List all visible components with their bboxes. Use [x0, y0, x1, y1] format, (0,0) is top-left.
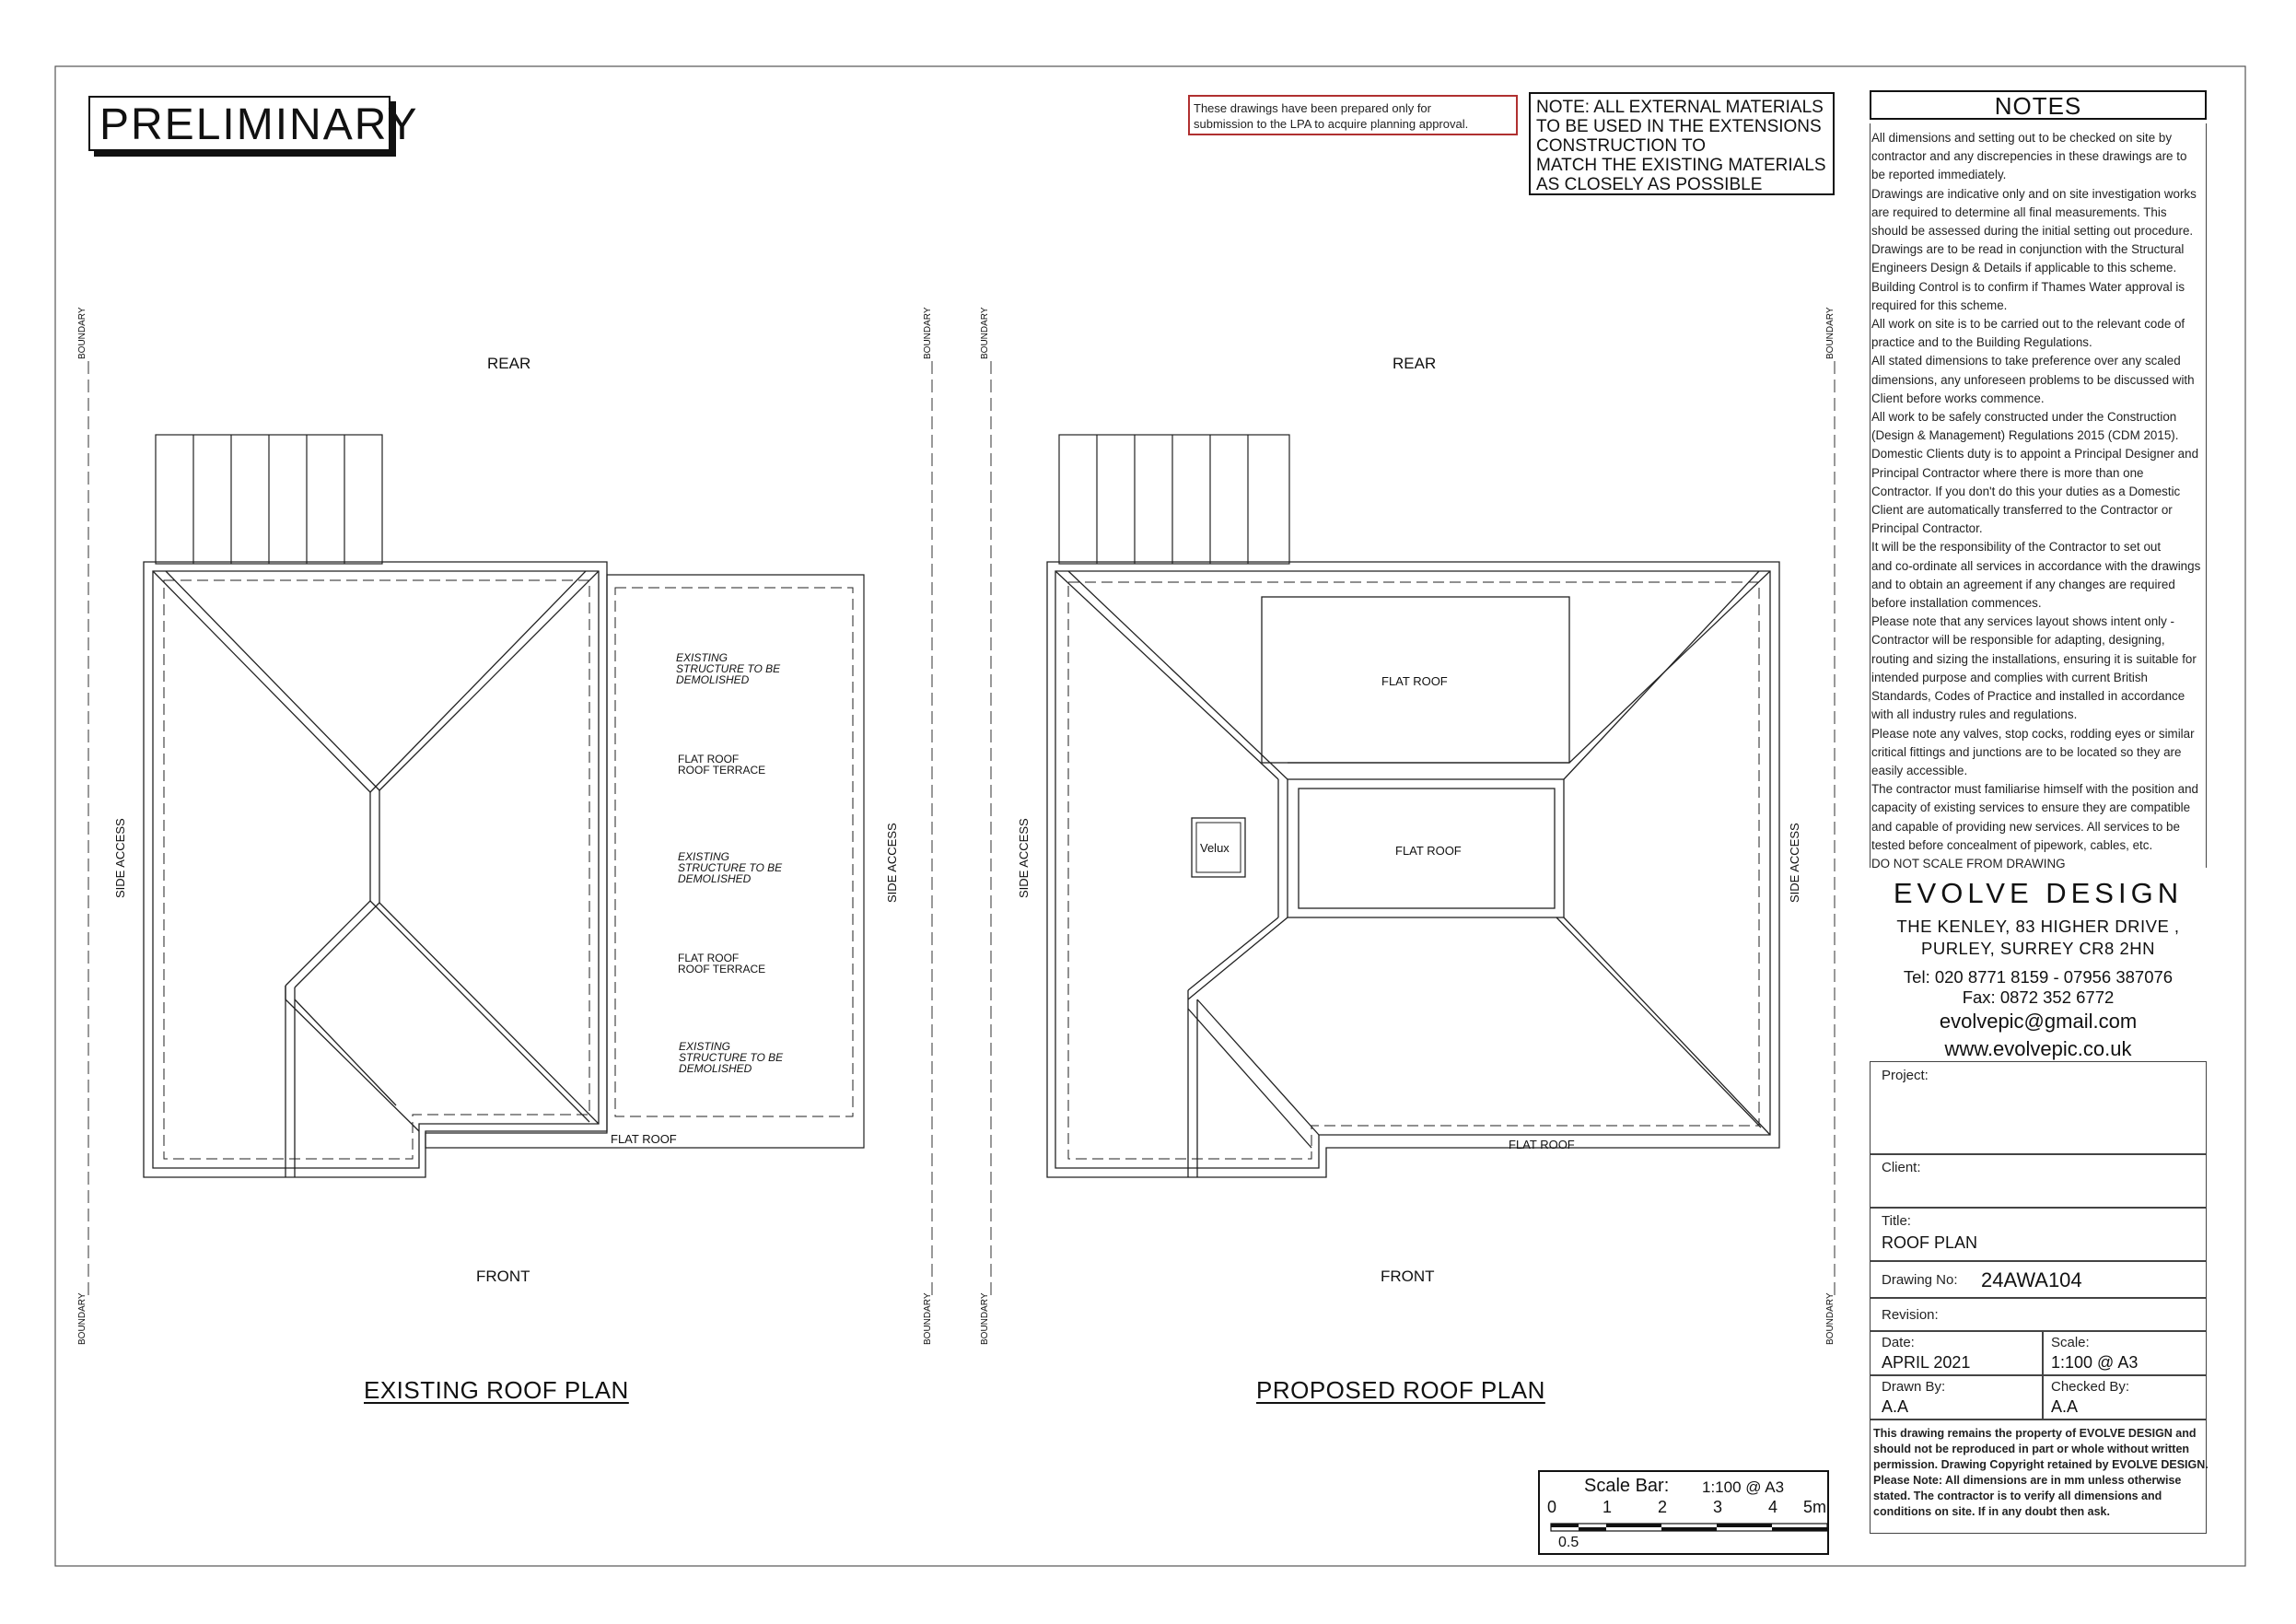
scale-tick-2: 2	[1658, 1498, 1668, 1516]
note-line: and co-ordinate all services in accordance with the drawings	[1871, 558, 2201, 573]
note-line: (Design & Management) Regulations 2015 (CDM 2015).	[1871, 428, 2179, 443]
date-scale-box	[1870, 1330, 2207, 1376]
note-line: Contractor. If you don't do this your duties as a Domestic	[1871, 484, 2181, 498]
project-label: Project:	[1882, 1068, 1929, 1083]
client-box	[1870, 1153, 2207, 1209]
existing-label-terrace-1a: FLAT ROOF	[678, 753, 740, 765]
drawing-number-value: 24AWA104	[1981, 1268, 2082, 1291]
note-line: be reported immediately.	[1871, 168, 2007, 182]
note-line: easily accessible.	[1871, 763, 1968, 777]
materials-note-line: NOTE: ALL EXTERNAL MATERIALS	[1536, 98, 1824, 117]
drawing-number-label: Drawing No:	[1882, 1272, 1958, 1288]
existing-label-demolish-2a: EXISTING	[678, 850, 730, 863]
company-name: EVOLVE DESIGN	[1893, 877, 2184, 909]
checked-by-label: Checked By:	[2051, 1379, 2130, 1395]
scale-value: 1:100 @ A3	[2051, 1353, 2139, 1372]
lpa-note-line: These drawings have been prepared only for	[1194, 101, 1431, 115]
note-line: Client before works commence.	[1871, 391, 2045, 405]
company-fax: Fax: 0872 352 6772	[1962, 987, 2115, 1007]
proposed-rear-label: REAR	[1393, 355, 1437, 372]
existing-boundary-label-bl: BOUNDARY	[77, 1292, 87, 1345]
revision-label: Revision:	[1882, 1307, 1939, 1323]
note-line: and to obtain an agreement if any changes are required	[1871, 577, 2175, 591]
note-line: critical fittings and junctions are to be located so they are	[1871, 744, 2182, 759]
existing-label-demolish-1b: STRUCTURE TO BE	[676, 662, 781, 675]
scale-bar-scale: 1:100 @ A3	[1702, 1478, 1785, 1496]
existing-boundary-label-br: BOUNDARY	[923, 1292, 933, 1345]
scale-bar-graphic	[1540, 1520, 1827, 1538]
company-website: www.evolvepic.co.uk	[1944, 1037, 2132, 1060]
proposed-boundary-label-br: BOUNDARY	[1825, 1292, 1836, 1345]
note-line: with all industry rules and regulations.	[1871, 707, 2078, 722]
note-line: Engineers Design & Details if applicable to this scheme.	[1871, 261, 2177, 275]
note-line: tested before concealment of pipework, cables, etc.	[1871, 837, 2153, 852]
scale-tick-3: 3	[1713, 1498, 1723, 1516]
existing-label-demolish-1a: EXISTING	[676, 651, 728, 664]
materials-note-line: MATCH THE EXISTING MATERIALS	[1536, 156, 1826, 175]
drawing-number-box	[1870, 1260, 2207, 1299]
note-line: All work to be safely constructed under the Construction	[1871, 410, 2177, 425]
existing-side-access-left: SIDE ACCESS	[113, 818, 127, 898]
scale-tick-5: 5m	[1803, 1498, 1827, 1516]
notes-heading: NOTES	[1870, 90, 2207, 120]
existing-label-terrace-2a: FLAT ROOF	[678, 952, 740, 964]
note-line: dimensions, any unforeseen problems to be discussed with	[1871, 372, 2195, 387]
note-line: Client are automatically transferred to the Contractor or	[1871, 503, 2173, 518]
existing-front-label: FRONT	[476, 1268, 530, 1285]
note-line: intended purpose and complies with current British	[1871, 670, 2148, 684]
lpa-note-line: submission to the LPA to acquire planning approval.	[1194, 117, 1469, 131]
note-line: Principal Contractor where there is more than one	[1871, 465, 2144, 480]
note-line: capacity of existing services to ensure they are compatible	[1871, 800, 2191, 815]
proposed-boundary-label-bl: BOUNDARY	[980, 1292, 990, 1345]
title-block	[1870, 90, 2207, 1534]
copyright-line: stated. The contractor is to verify all dimensions and	[1873, 1490, 2162, 1502]
materials-note-line: TO BE USED IN THE EXTENSIONS	[1536, 117, 1822, 136]
title-box	[1870, 1207, 2207, 1262]
note-line: It will be the responsibility of the Contractor to set out	[1871, 540, 2162, 555]
proposed-boundary-label-tl: BOUNDARY	[980, 307, 990, 359]
title-label: Title:	[1882, 1213, 1911, 1229]
note-line: All stated dimensions to take preference over any scaled	[1871, 354, 2181, 368]
proposed-rear-conservatory	[1059, 435, 1289, 564]
existing-label-demolish-2b: STRUCTURE TO BE	[678, 861, 783, 874]
note-line: should be assessed during the initial setting out procedure.	[1871, 224, 2194, 239]
proposed-flat-roof-lower-label: FLAT ROOF	[1509, 1138, 1575, 1151]
copyright-line: Please Note: All dimensions are in mm unless otherwise	[1873, 1474, 2182, 1487]
note-line: Please note that any services layout shows intent only -	[1871, 614, 2174, 629]
note-line: DO NOT SCALE FROM DRAWING	[1871, 856, 2066, 870]
note-line: routing and sizing the installations, ensuring it is suitable for	[1871, 651, 2197, 666]
copyright-line: conditions on site. If in any doubt then ask.	[1873, 1505, 2110, 1518]
note-line: Standards, Codes of Practice and installed in accordance	[1871, 689, 2185, 704]
note-line: Building Control is to confirm if Thames Water approval is	[1871, 279, 2185, 294]
note-line: contractor and any discrepencies in these drawings are to	[1871, 149, 2187, 164]
drawn-checked-box	[1870, 1374, 2207, 1420]
note-line: Please note any valves, stop cocks, rodding eyes or similar	[1871, 726, 2195, 741]
note-line: and capable of providing new services. All services to be	[1871, 819, 2180, 834]
existing-roof-plan-title: EXISTING ROOF PLAN	[364, 1376, 629, 1404]
existing-label-demolish-2c: DEMOLISHED	[678, 872, 752, 885]
note-line: Contractor will be responsible for adapting, designing,	[1871, 633, 2165, 648]
proposed-front-label: FRONT	[1381, 1268, 1435, 1285]
note-line: before installation commences.	[1871, 596, 2042, 611]
note-line: Domestic Clients duty is to appoint a Principal Designer and	[1871, 447, 2199, 461]
proposed-main-roof	[1047, 562, 1779, 1177]
existing-label-terrace-1b: ROOF TERRACE	[678, 764, 766, 777]
note-line: Drawings are to be read in conjunction with the Structural	[1871, 242, 2185, 257]
title-value: ROOF PLAN	[1882, 1233, 1978, 1252]
company-address-line-2: PURLEY, SURREY CR8 2HN	[1921, 939, 2155, 958]
date-value: APRIL 2021	[1882, 1353, 1971, 1372]
existing-side-access-right: SIDE ACCESS	[885, 823, 899, 903]
note-line: practice and to the Building Regulations.	[1871, 335, 2092, 350]
project-box	[1870, 1061, 2207, 1155]
scale-bar	[1538, 1470, 1829, 1555]
company-block	[1870, 877, 2207, 1063]
copyright-line: This drawing remains the property of EVOLVE DESIGN and	[1873, 1427, 2197, 1440]
preliminary-text: PRELIMINARY	[99, 100, 419, 149]
existing-rear-label: REAR	[487, 355, 531, 372]
existing-label-demolish-3b: STRUCTURE TO BE	[679, 1051, 784, 1064]
client-label: Client:	[1882, 1160, 1921, 1175]
copyright-line: permission. Drawing Copyright retained by EVOLVE DESIGN.	[1873, 1458, 2209, 1471]
scale-tick-4: 4	[1768, 1498, 1778, 1516]
note-line: The contractor must familiarise himself with the position and	[1871, 782, 2199, 797]
proposed-flat-roof-upper-label: FLAT ROOF	[1381, 674, 1448, 688]
existing-label-demolish-1c: DEMOLISHED	[676, 673, 750, 686]
company-email: evolvepic@gmail.com	[1939, 1010, 2138, 1033]
note-line: required for this scheme.	[1871, 298, 2008, 312]
company-tel: Tel: 020 8771 8159 - 07956 387076	[1903, 967, 2174, 987]
materials-note-line: CONSTRUCTION TO	[1536, 136, 1707, 156]
drawn-by-value: A.A	[1882, 1397, 1909, 1416]
existing-boundary-label-tr: BOUNDARY	[923, 307, 933, 359]
note-line: Principal Contractor.	[1871, 521, 1983, 536]
revision-box	[1870, 1297, 2207, 1332]
proposed-boundary-label-tr: BOUNDARY	[1825, 307, 1836, 359]
existing-label-demolish-3c: DEMOLISHED	[679, 1062, 752, 1075]
date-label: Date:	[1882, 1335, 1915, 1350]
existing-boundary-label-tl: BOUNDARY	[77, 307, 87, 359]
scale-tick-1: 1	[1603, 1498, 1613, 1516]
company-address-line-1: THE KENLEY, 83 HIGHER DRIVE ,	[1896, 917, 2180, 936]
proposed-side-access-right: SIDE ACCESS	[1788, 823, 1801, 903]
existing-label-terrace-2b: ROOF TERRACE	[678, 963, 766, 976]
note-line: are required to determine all final measurements. This	[1871, 204, 2167, 219]
velux-label: Velux	[1200, 841, 1230, 855]
proposed-side-access-left: SIDE ACCESS	[1017, 818, 1031, 898]
date-scale-divider	[2042, 1331, 2044, 1375]
checked-by-value: A.A	[2051, 1397, 2079, 1416]
notes-body	[1871, 129, 2207, 873]
copyright-line: should not be reproduced in part or whole without written	[1873, 1443, 2190, 1455]
copyright-text	[1873, 1426, 2207, 1520]
materials-note-line: AS CLOSELY AS POSSIBLE	[1536, 175, 1763, 194]
existing-label-demolish-3a: EXISTING	[679, 1040, 731, 1053]
proposed-roof-plan-title: PROPOSED ROOF PLAN	[1256, 1376, 1545, 1404]
drawn-by-label: Drawn By:	[1882, 1379, 1946, 1395]
scale-label: Scale:	[2051, 1335, 2090, 1350]
proposed-flat-roof-middle-label: FLAT ROOF	[1395, 844, 1462, 858]
note-line: All work on site is to be carried out to the relevant code of	[1871, 317, 2185, 332]
drawn-checked-divider	[2042, 1375, 2044, 1420]
scale-tick-0: 0	[1547, 1498, 1557, 1516]
note-line: Drawings are indicative only and on site investigation works	[1871, 186, 2197, 201]
scale-half-label: 0.5	[1558, 1535, 1579, 1550]
existing-flat-roof-label: FLAT ROOF	[611, 1132, 677, 1146]
scale-bar-label: Scale Bar:	[1584, 1476, 1670, 1496]
note-line: All dimensions and setting out to be checked on site by	[1871, 131, 2173, 145]
